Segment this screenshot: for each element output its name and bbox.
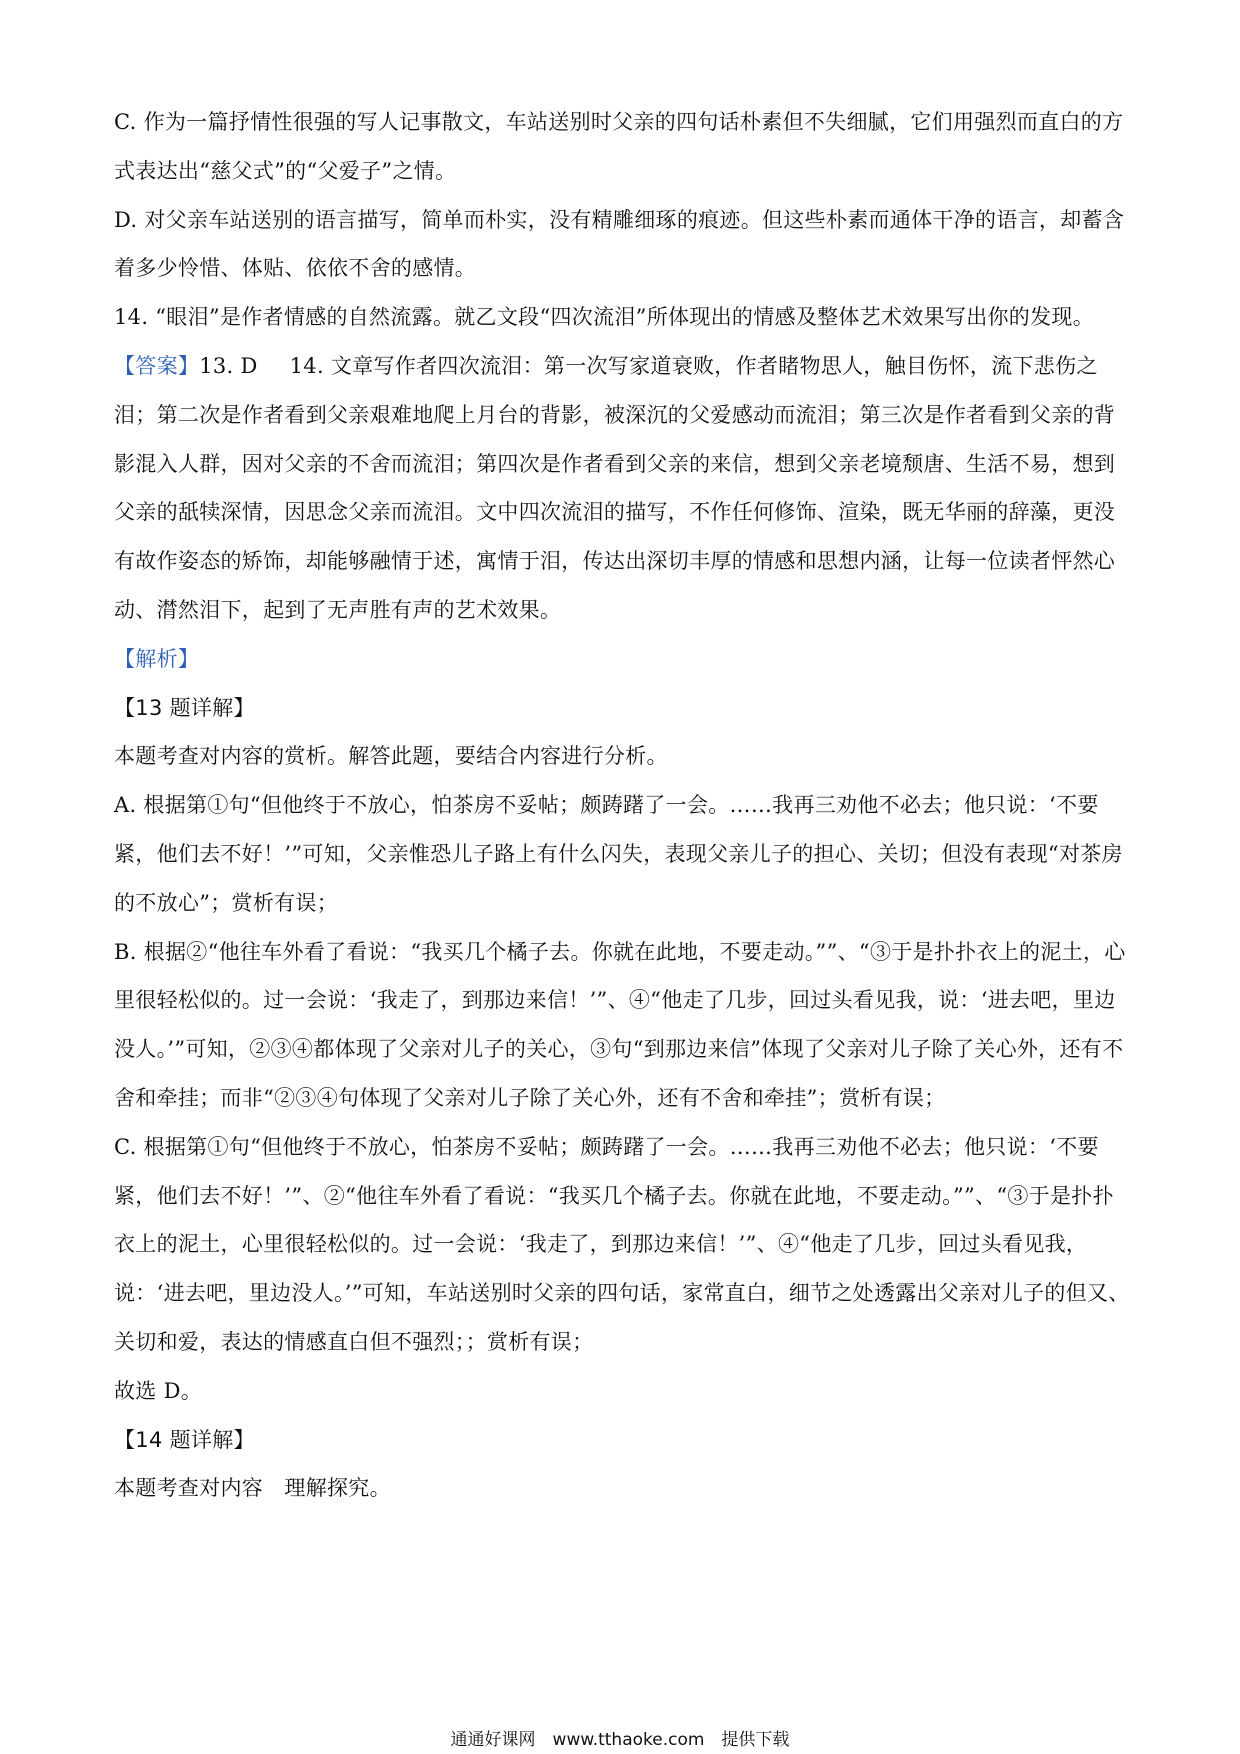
page-footer: 通通好课网 www.tthaoke.com 提供下载 bbox=[450, 1730, 790, 1750]
q13-analysis-a: A. 根据第①句“但他终于不放心，怕茶房不妥帖；颇踌躇了一会。……我再三劝他不必去；他只说：‘不要紧，他们去不好！’”可知，父亲惟恐儿子路上有什么闪失，表现父亲儿子的担心、关切；但没有表现“对茶房的不放心”；赏析有误； bbox=[114, 793, 1123, 915]
option-d: D. 对父亲车站送别的语言描写，简单而朴实，没有精雕细琢的痕迹。但这些朴素而通体干净的语言，却蓄含着多少怜惜、体贴、依依不舍的感情。 bbox=[114, 207, 1125, 281]
document-body bbox=[114, 98, 1134, 1513]
q13-analysis-b: B. 根据②“他往车外看了看说：“我买几个橘子去。你就在此地，不要走动。””、“③于是扑扑衣上的泥土，心里很轻松似的。过一会说：‘我走了，到那边来信！’”、④“他走了几步，回过头看见我，说：‘进去吧，里边没人。’”可知，②③④都体现了父亲对儿子的关心，③句“到那边来信”体现了父亲对儿子除了关心外，还有不舍和牵挂；而非“②③④句体现了父亲对儿子除了关心外，还有不舍和牵挂”；赏析有误； bbox=[114, 939, 1126, 1110]
question-14: 14. “眼泪”是作者情感的自然流露。就乙文段“四次流泪”所体现出的情感及整体艺术效果写出你的发现。 bbox=[114, 305, 1095, 330]
q13-detail-heading: 【13 题详解】 bbox=[114, 695, 255, 720]
answer-13: 13. D bbox=[199, 353, 258, 378]
q14-intro: 本题考查对内容 理解探究。 bbox=[114, 1476, 391, 1501]
q13-analysis-c: C. 根据第①句“但他终于不放心，怕茶房不妥帖；颇踌躇了一会。……我再三劝他不必去；他只说：‘不要紧，他们去不好！’”、②“他往车外看了看说：“我买几个橘子去。你就在此地，不要走动。””、“③于是扑扑衣上的泥土，心里很轻松似的。过一会说：‘我走了，到那边来信！’”、④“他走了几步，回过头看见我，说：‘进去吧，里边没人。’”可知，车站送别时父亲的四句话，家常直白，细节之处透露出父亲对儿子的但又、关切和爱，表达的情感直白但不强烈；；赏析有误； bbox=[114, 1134, 1130, 1354]
answer-14: 14. 文章写作者四次流泪：第一次写家道衰败，作者睹物思人，触目伤怀，流下悲伤之泪；第二次是作者看到父亲艰难地爬上月台的背影，被深沉的父爱感动而流泪；第三次是作者看到父亲的背影混入人群，因对父亲的不舍而流泪；第四次是作者看到父亲的来信，想到父亲老境颓唐、生活不易，想到父亲的舐犊深情，因思念父亲而流泪。文中四次流泪的描写，不作任何修饰、渲染，既无华丽的辞藻，更没有故作姿态的矫饰，却能够融情于述，寓情于泪，传达出深切丰厚的情感和思想内涵，让每一位读者怦然心动、潸然泪下，起到了无声胜有声的艺术效果。 bbox=[114, 353, 1116, 622]
q14-detail-heading: 【14 题详解】 bbox=[114, 1427, 255, 1452]
q13-conclusion: 故选 D。 bbox=[114, 1378, 203, 1403]
q13-intro: 本题考查对内容的赏析。解答此题，要结合内容进行分析。 bbox=[114, 744, 668, 769]
answer-label: 【答案】 bbox=[114, 353, 200, 378]
analysis-label: 【解析】 bbox=[114, 646, 200, 671]
option-c: C. 作为一篇抒情性很强的写人记事散文，车站送别时父亲的四句话朴素但不失细腻，它们用强烈而直白的方式表达出“慈父式”的“父爱子”之情。 bbox=[114, 110, 1124, 183]
answer-paragraph bbox=[114, 342, 1134, 635]
